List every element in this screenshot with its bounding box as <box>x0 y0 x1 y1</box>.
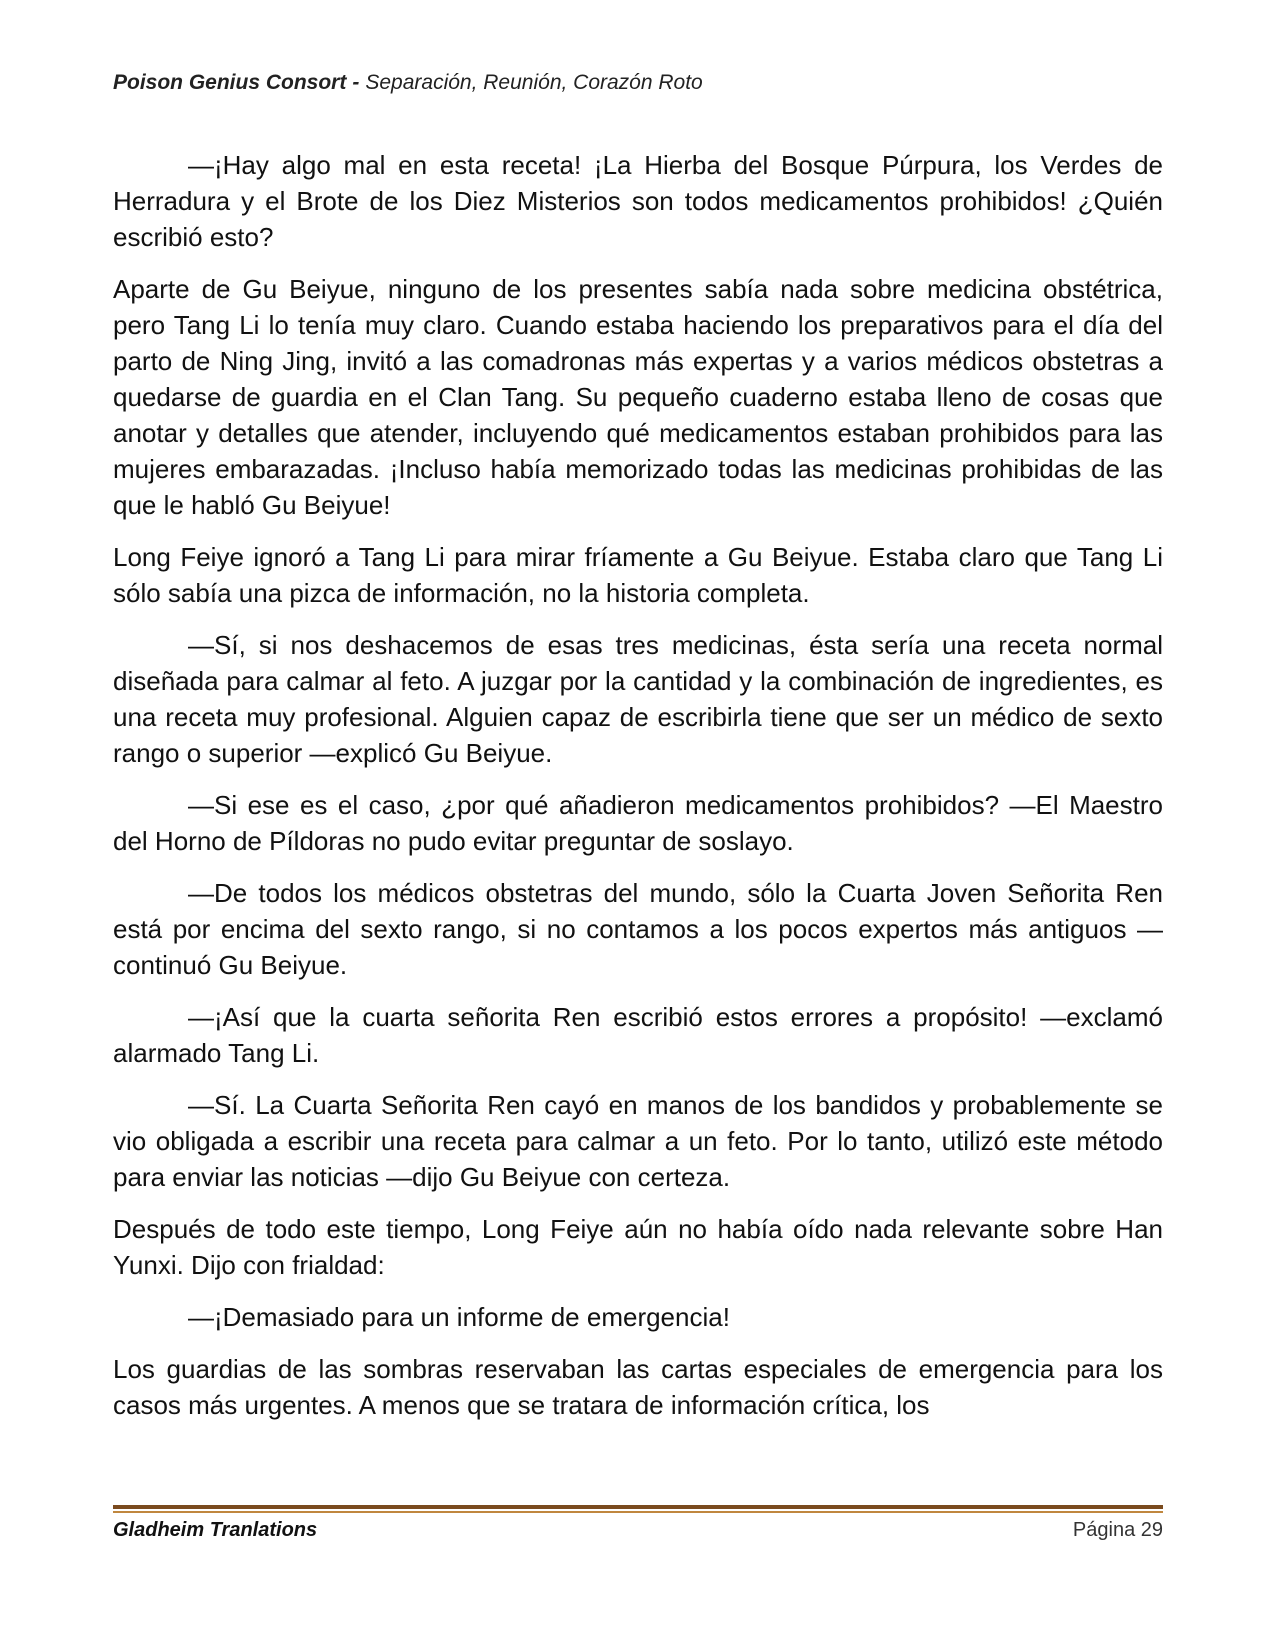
paragraph: —Sí. La Cuarta Señorita Ren cayó en manos de los bandidos y probablemente se vio obligada a escribir una receta para calmar a un feto. Por lo tanto, utilizó este método para enviar las noticias —dijo Gu Beiyue con certeza. <box>113 1090 1163 1192</box>
paragraph: Aparte de Gu Beiyue, ninguno de los presentes sabía nada sobre medicina obstétrica, pero Tang Li lo tenía muy claro. Cuando estaba haciendo los preparativos para el día del parto de Ning Jing, invitó a las comadronas más expertas y a varios médicos obstetras a quedarse de guardia en el Clan Tang. Su pequeño cuaderno estaba lleno de cosas que anotar y detalles que atender, incluyendo qué medicamentos estaban prohibidos para las mujeres embarazadas. ¡Incluso había memorizado todas las medicinas prohibidas de las que le habló Gu Beiyue! <box>113 274 1163 520</box>
paragraph: Después de todo este tiempo, Long Feiye aún no había oído nada relevante sobre Han Yunxi. Dijo con frialdad: <box>113 1214 1163 1280</box>
chapter-title: Separación, Reunión, Corazón Roto <box>365 71 703 94</box>
paragraph: —Sí, si nos deshacemos de esas tres medicinas, ésta sería una receta normal diseñada para calmar al feto. A juzgar por la cantidad y la combinación de ingredientes, es una receta muy profesional. Alguien capaz de escribirla tiene que ser un médico de sexto rango o superior —explicó Gu Beiyue. <box>113 630 1163 768</box>
footer-divider <box>113 1505 1163 1513</box>
paragraph: —Si ese es el caso, ¿por qué añadieron medicamentos prohibidos? —El Maestro del Horno de Píldoras no pudo evitar preguntar de soslayo. <box>113 790 1163 856</box>
publisher-name: Gladheim Tranlations <box>113 1519 318 1541</box>
page-number: Página 29 <box>1072 1519 1163 1541</box>
running-header <box>113 71 1163 105</box>
header-separator: - <box>352 71 360 94</box>
book-title: Poison Genius Consort <box>113 71 347 94</box>
paragraph: Long Feiye ignoró a Tang Li para mirar fríamente a Gu Beiyue. Estaba claro que Tang Li sólo sabía una pizca de información, no la historia completa. <box>113 542 1163 608</box>
paragraph: —¡Demasiado para un informe de emergencia! <box>188 1302 730 1332</box>
paragraph: —De todos los médicos obstetras del mundo, sólo la Cuarta Joven Señorita Ren está por encima del sexto rango, si no contamos a los pocos expertos más antiguos —continuó Gu Beiyue. <box>113 878 1163 980</box>
paragraph: —¡Así que la cuarta señorita Ren escribió estos errores a propósito! —exclamó alarmado Tang Li. <box>113 1002 1163 1068</box>
body-text <box>113 147 1163 1439</box>
paragraph: —¡Hay algo mal en esta receta! ¡La Hierba del Bosque Púrpura, los Verdes de Herradura y el Brote de los Diez Misterios son todos medicamentos prohibidos! ¿Quién escribió esto? <box>113 150 1163 252</box>
paragraph: Los guardias de las sombras reservaban las cartas especiales de emergencia para los casos más urgentes. A menos que se tratara de información crítica, los <box>113 1354 1163 1420</box>
